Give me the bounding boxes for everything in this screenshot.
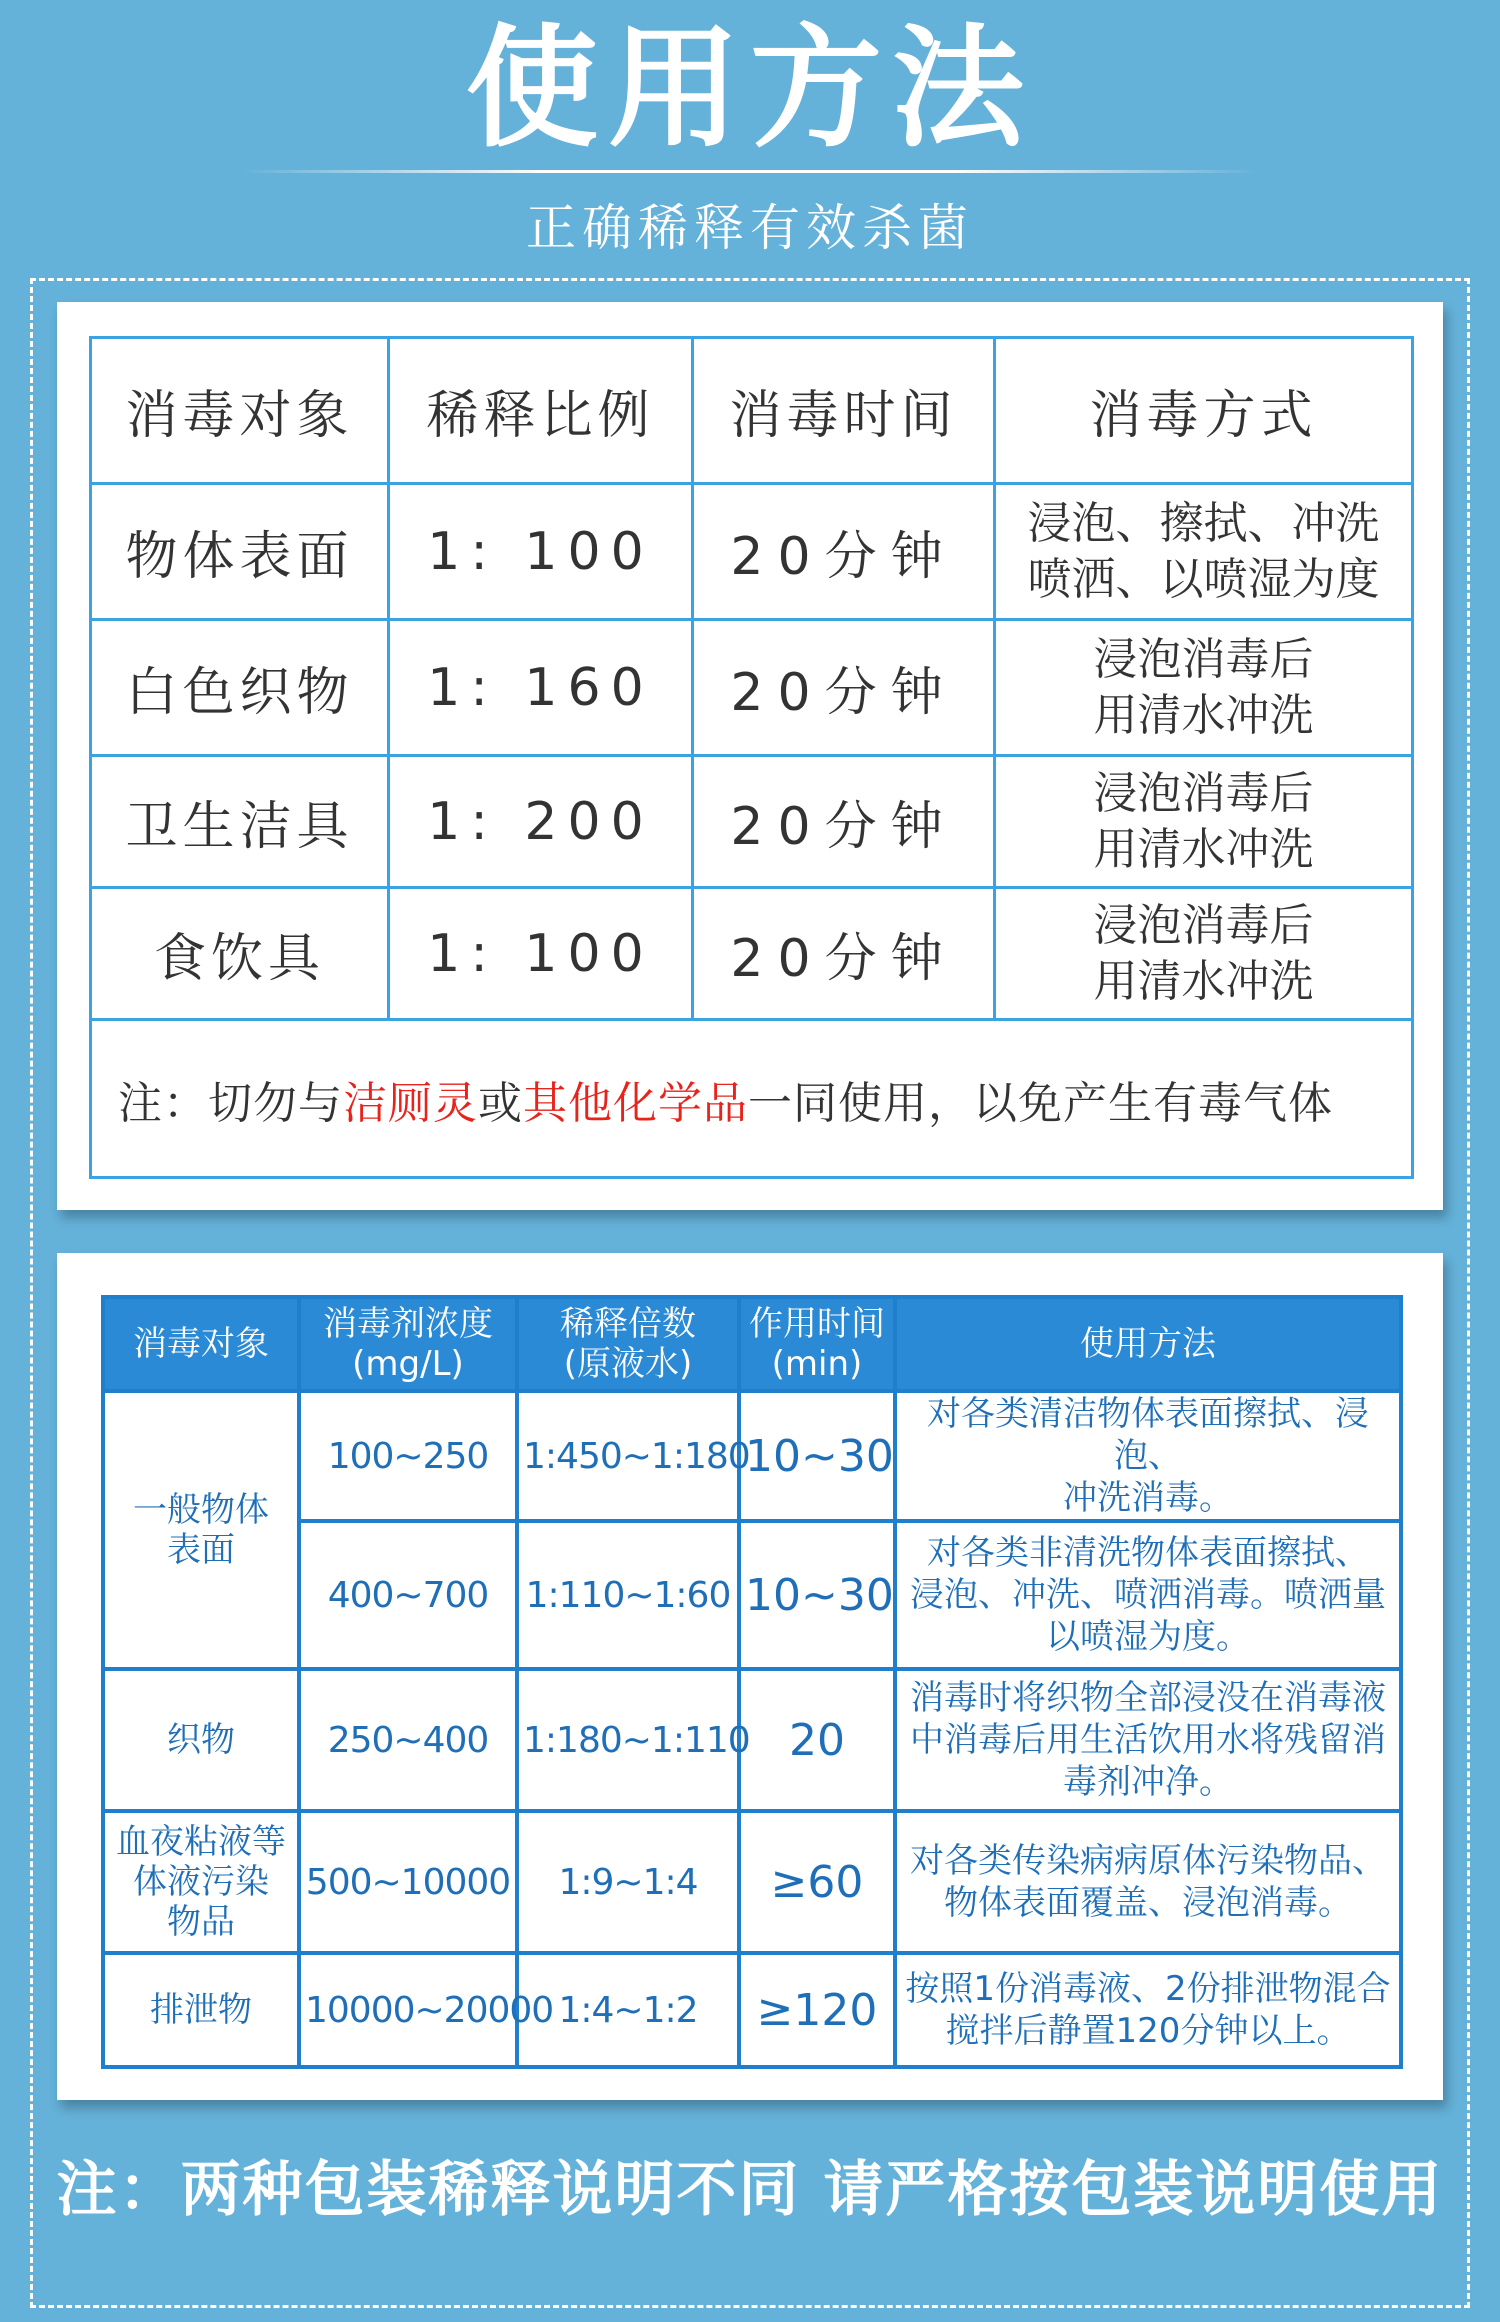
- row-method: [995, 620, 1413, 756]
- method-line: 消毒时将织物全部浸没在消毒液: [910, 1678, 1386, 1718]
- method-line: 浸泡消毒后: [1093, 767, 1314, 819]
- row-target: 食饮具: [91, 888, 389, 1020]
- target-line: 一般物体: [133, 1490, 269, 1530]
- row-target: [103, 1391, 299, 1669]
- row-time: 20分钟: [693, 756, 995, 888]
- row-time: 20: [739, 1669, 895, 1811]
- row-concentration: 400~700: [299, 1521, 517, 1669]
- dilution-table: [89, 336, 1414, 1179]
- header-line: (原液水): [563, 1344, 693, 1384]
- header-line: (min): [771, 1344, 863, 1384]
- row-method: [895, 1521, 1401, 1669]
- method-line: 用清水冲洗: [1093, 689, 1314, 741]
- row-time: ≥60: [739, 1811, 895, 1953]
- row-target: [103, 1811, 299, 1953]
- row-dilution: 1:180~1:110: [517, 1669, 739, 1811]
- table-note-row: [91, 1020, 1413, 1178]
- table-row: [91, 484, 1413, 620]
- row-target: 排泄物: [103, 1953, 299, 2067]
- header-target: 消毒对象: [91, 338, 389, 484]
- row-dilution: 1:450~1:180: [517, 1391, 739, 1521]
- method-line: 用清水冲洗: [1093, 823, 1314, 875]
- note-suffix: 一同使用，以免产生有毒气体: [748, 1077, 1333, 1129]
- concentration-table: [101, 1295, 1403, 2069]
- table-row: [103, 1811, 1401, 1953]
- method-line: 喷洒、以喷湿为度: [1027, 553, 1380, 605]
- method-line: 搅拌后静置120分钟以上。: [945, 2011, 1351, 2051]
- method-line: 浸泡、擦拭、冲洗: [1027, 497, 1380, 549]
- method-line: 毒剂冲净。: [1063, 1762, 1233, 1802]
- target-line: 表面: [167, 1530, 235, 1570]
- method-line: 用清水冲洗: [1093, 955, 1314, 1007]
- target-line: 血夜粘液等: [116, 1822, 286, 1862]
- row-concentration: 100~250: [299, 1391, 517, 1521]
- row-method: [995, 888, 1413, 1020]
- row-ratio: 1: 100: [389, 484, 693, 620]
- row-ratio: 1: 200: [389, 756, 693, 888]
- table-row: [91, 620, 1413, 756]
- row-target: 卫生洁具: [91, 756, 389, 888]
- row-concentration: 10000~20000: [299, 1953, 517, 2067]
- header-method: 消毒方式: [995, 338, 1413, 484]
- method-line: 浸泡消毒后: [1093, 633, 1314, 685]
- row-time: 20分钟: [693, 888, 995, 1020]
- method-line: 中消毒后用生活饮用水将残留消: [910, 1720, 1386, 1760]
- row-target: 织物: [103, 1669, 299, 1811]
- method-line: 按照1份消毒液、2份排泄物混合: [905, 1969, 1391, 2009]
- header-time: 消毒时间: [693, 338, 995, 484]
- note-highlight-chemicals: 其他化学品: [523, 1077, 748, 1129]
- warning-note: [91, 1020, 1413, 1178]
- note-mid: 或: [478, 1077, 523, 1129]
- row-method: [995, 484, 1413, 620]
- row-time: 20分钟: [693, 620, 995, 756]
- method-line: 物体表面覆盖、浸泡消毒。: [944, 1883, 1352, 1923]
- table-row: [103, 1953, 1401, 2067]
- row-time: 10~30: [739, 1521, 895, 1669]
- table-row: [91, 756, 1413, 888]
- table-row: [91, 888, 1413, 1020]
- header-target: 消毒对象: [103, 1297, 299, 1391]
- method-line: 以喷湿为度。: [1046, 1617, 1250, 1657]
- header-line: (mg/L): [352, 1344, 464, 1384]
- target-line: 物品: [167, 1902, 235, 1942]
- row-method: [895, 1811, 1401, 1953]
- header-line: 作用时间: [749, 1304, 885, 1344]
- row-time: 20分钟: [693, 484, 995, 620]
- row-dilution: 1:4~1:2: [517, 1953, 739, 2067]
- page-subtitle: 正确稀释有效杀菌: [526, 199, 974, 257]
- table-row: [103, 1669, 1401, 1811]
- table-header-row: [103, 1297, 1401, 1391]
- method-line: 浸泡消毒后: [1093, 899, 1314, 951]
- row-method: [895, 1391, 1401, 1521]
- header-line: 稀释倍数: [560, 1304, 696, 1344]
- note-highlight-toilet-cleaner: 洁厕灵: [343, 1077, 478, 1129]
- row-dilution: 1:9~1:4: [517, 1811, 739, 1953]
- target-line: 体液污染: [133, 1862, 269, 1902]
- row-time: 10~30: [739, 1391, 895, 1521]
- row-dilution: 1:110~1:60: [517, 1521, 739, 1669]
- method-line: 对各类非清洗物体表面擦拭、: [927, 1533, 1369, 1573]
- footer-note: 注：两种包装稀释说明不同 请严格按包装说明使用: [56, 2155, 1444, 2225]
- row-target: 白色织物: [91, 620, 389, 756]
- method-line: 对各类传染病病原体污染物品、: [910, 1841, 1386, 1881]
- row-time: ≥120: [739, 1953, 895, 2067]
- method-line: 浸泡、冲洗、喷洒消毒。喷洒量: [910, 1575, 1386, 1615]
- row-ratio: 1: 160: [389, 620, 693, 756]
- table-row: [103, 1391, 1401, 1521]
- row-concentration: 250~400: [299, 1669, 517, 1811]
- title-divider: [240, 170, 1260, 173]
- header-line: 消毒剂浓度: [323, 1304, 493, 1344]
- row-method: [895, 1669, 1401, 1811]
- row-concentration: 500~10000: [299, 1811, 517, 1953]
- method-line: 对各类清洁物体表面擦拭、浸泡、: [927, 1394, 1369, 1476]
- header-dilution: [517, 1297, 739, 1391]
- header-time: [739, 1297, 895, 1391]
- row-ratio: 1: 100: [389, 888, 693, 1020]
- concentration-table-panel: [57, 1253, 1443, 2100]
- method-line: 冲洗消毒。: [1063, 1478, 1233, 1518]
- row-method: [995, 756, 1413, 888]
- header-ratio: 稀释比例: [389, 338, 693, 484]
- note-prefix: 注：切勿与: [118, 1077, 343, 1129]
- header-method: 使用方法: [895, 1297, 1401, 1391]
- page-title: 使用方法: [466, 12, 1034, 166]
- table-header-row: [91, 338, 1413, 484]
- header-concentration: [299, 1297, 517, 1391]
- row-target: 物体表面: [91, 484, 389, 620]
- row-method: [895, 1953, 1401, 2067]
- dilution-table-panel: [57, 302, 1443, 1210]
